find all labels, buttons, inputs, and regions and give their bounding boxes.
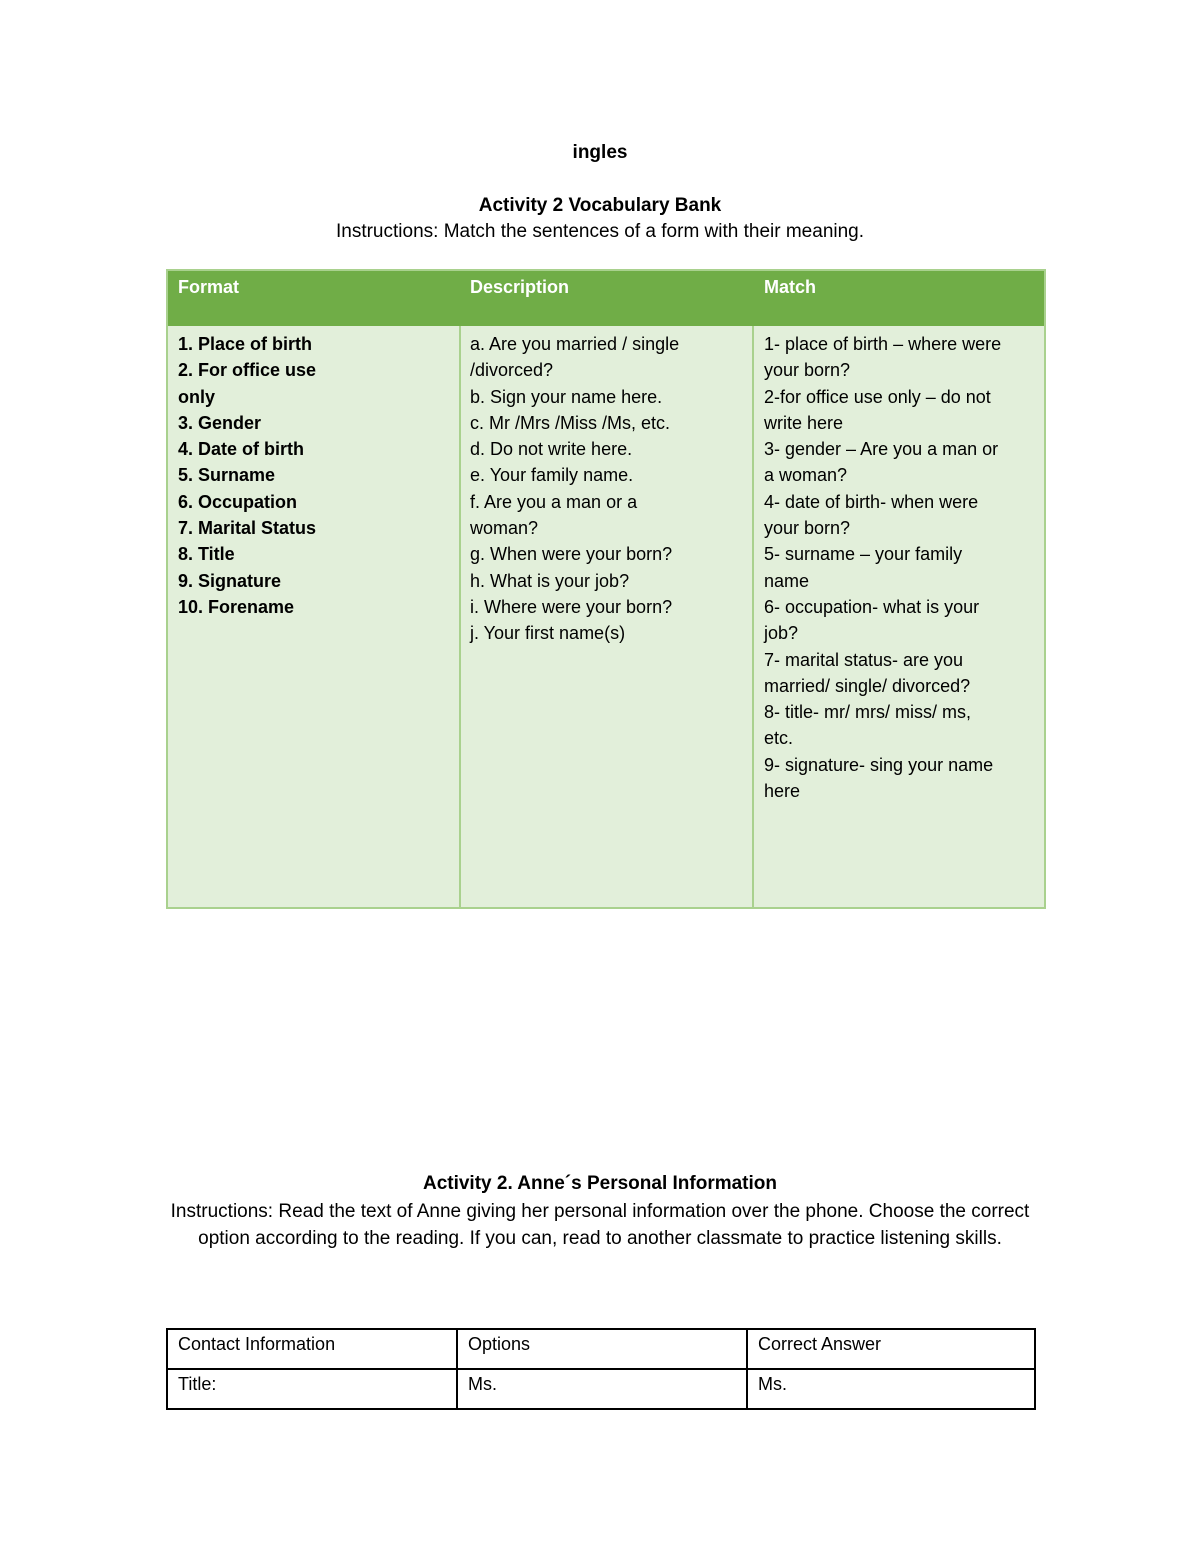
column-divider [752,326,754,907]
description-item: i. Where were your born? [470,596,673,617]
header-match: Match [764,277,817,297]
description-item: h. What is your job? [470,570,630,591]
format-item: 5. Surname [178,465,276,486]
format-item: 1. Place of birth [178,334,313,354]
description-item: /divorced? [470,360,554,381]
match-item: your born? [764,518,851,539]
match-column [764,331,1001,804]
header-description: Description [470,277,570,297]
match-item: write here [764,412,844,433]
description-item: g. When were your born? [470,544,673,565]
match-item: 2-for office use only – do not [764,386,991,407]
format-item: 7. Marital Status [178,518,317,539]
table-row [167,1369,1035,1409]
description-item: woman? [470,518,539,539]
row-option: Ms. [457,1369,747,1409]
match-item: 7- marital status- are you [764,649,964,670]
format-item: 4. Date of birth [178,439,305,460]
description-item: d. Do not write here. [470,439,633,460]
match-item: job? [764,623,799,644]
match-item: 5- surname – your family [764,544,963,565]
format-item: 2. For office use [178,360,317,381]
table-header-row [167,1329,1035,1369]
match-item: married/ single/ divorced? [764,675,971,696]
activity1-heading: Activity 2 Vocabulary Bank [478,195,722,216]
description-item: b. Sign your name here. [470,386,663,407]
match-item: a woman? [764,465,848,486]
format-column [178,331,316,620]
format-item: 3. Gender [178,412,262,433]
activity2-instructions: Instructions: Read the text of Anne giving her personal information over the phone. Choose the correct option according to the reading. If you can, read to another classmate to practice listening skills. [170,1201,1030,1249]
header-format: Format [178,277,240,297]
match-item: here [764,781,801,802]
activity1-instructions: Instructions: Match the sentences of a form with their meaning. [335,221,865,242]
format-item: 9. Signature [178,570,282,591]
format-item: 6. Occupation [178,491,298,512]
format-item: 8. Title [178,544,235,565]
description-column [470,331,679,647]
match-item: name [764,570,810,591]
format-item: only [178,386,216,407]
vocabulary-table [166,269,1046,909]
column-divider [459,326,461,907]
contact-information-table [166,1328,1036,1410]
match-item: 4- date of birth- when were [764,491,979,512]
activity2-heading: Activity 2. Anne´s Personal Information [422,1173,778,1194]
header-contact-information: Contact Information [167,1329,457,1369]
description-item: f. Are you a man or a [470,491,638,512]
description-item: j. Your first name(s) [470,623,626,644]
header-correct-answer: Correct Answer [747,1329,1035,1369]
row-correct-answer: Ms. [747,1369,1035,1409]
match-item: 6- occupation- what is your [764,596,980,617]
match-item: 9- signature- sing your name [764,754,994,775]
match-item: 1- place of birth – where were [764,334,1002,354]
header-options: Options [457,1329,747,1369]
description-item: e. Your family name. [470,465,634,486]
match-item: 3- gender – Are you a man or [764,439,999,460]
description-item: a. Are you married / single [470,334,680,354]
vocabulary-table-header [168,271,1044,326]
row-contact-field: Title: [167,1369,457,1409]
format-item: 10. Forename [178,596,295,617]
match-item: etc. [764,728,794,749]
match-item: your born? [764,360,851,381]
match-item: 8- title- mr/ mrs/ miss/ ms, [764,702,971,723]
description-item: c. Mr /Mrs /Miss /Ms, etc. [470,412,670,433]
document-title: ingles [572,142,628,163]
